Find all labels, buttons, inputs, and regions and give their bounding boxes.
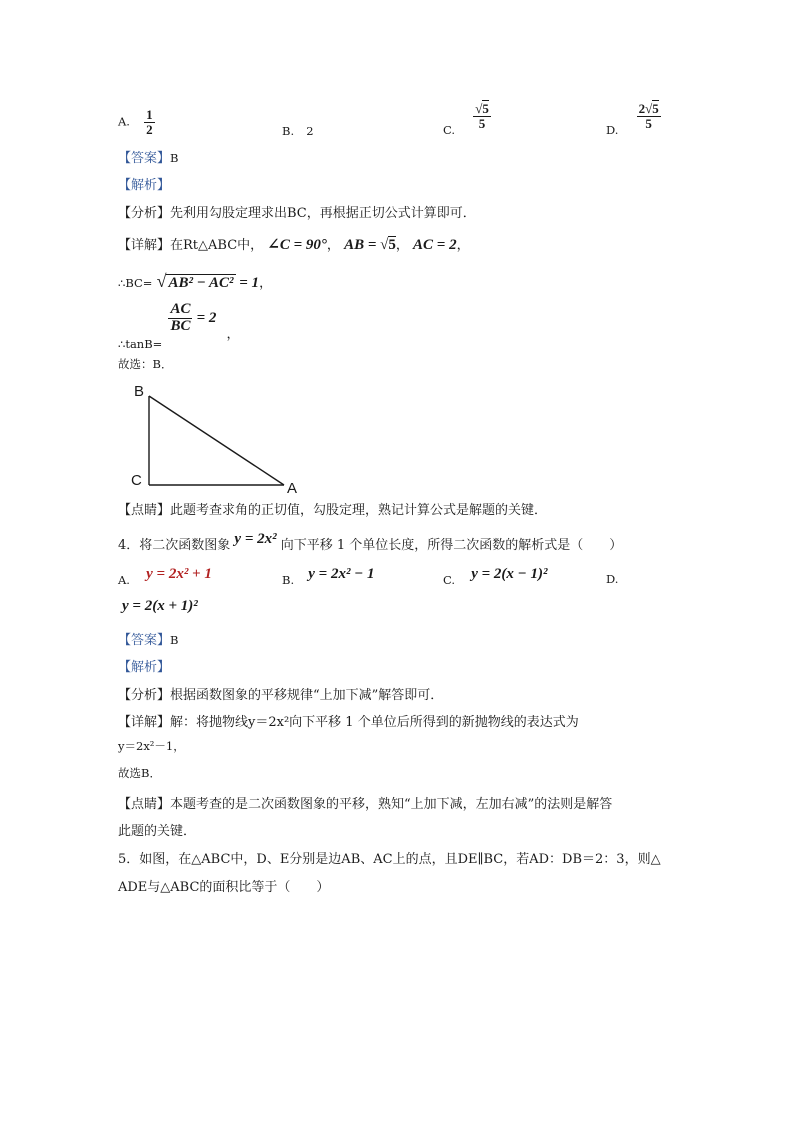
q4-option-d-letter: D. (606, 572, 619, 586)
q3-option-d: D. $\frac{2√5}{5}$ (606, 101, 659, 137)
math-ac: AC = 2 (413, 237, 457, 253)
q4-answer: 【答案】B (118, 633, 179, 648)
q4-detail: 【详解】解：将抛物线y＝2x²向下平移 1 个单位后所得到的新抛物线的表达式为 (118, 715, 579, 730)
sqrt-expression: √ AB² − AC² (156, 271, 234, 291)
math-function: y = 2x² (234, 531, 277, 547)
q5-stem-line2: ADE与△ABC的面积比等于（ ） (118, 880, 330, 895)
fraction: $\frac{1}{2}$ (146, 107, 153, 137)
q4-option-a: A. y = 2x² + 1 (118, 566, 212, 587)
q3-option-b: B. 2 (282, 124, 314, 138)
q3-tan-line: ∴tanB= $\frac{AC}{BC}$ = 2 ， (118, 301, 240, 351)
q3-bc-line: ∴BC= √ AB² − AC² = 1， (118, 271, 273, 291)
vertex-label-b: B (134, 383, 145, 400)
q4-fenxi: 【分析】根据函数图象的平移规律“上加下减”解答即可． (118, 688, 444, 703)
q4-option-b: B. y = 2x² − 1 (282, 566, 375, 587)
q3-option-a: A. $\frac{1}{2}$ (118, 107, 153, 137)
q4-stem: 4．将二次函数图象 y = 2x² 向下平移 1 个单位长度，所得二次函数的解析式是（ ） (118, 531, 623, 553)
fraction: $\frac{√5}{5}$ (475, 101, 489, 131)
q3-option-c: C. $\frac{√5}{5}$ (443, 101, 489, 137)
q4-comment: 【点睛】本题考查的是二次函数图象的平移，熟知“上加下减，左加右减”的法则是解答 (118, 797, 613, 812)
triangle-figure (128, 380, 328, 500)
q4-option-d-expr: y = 2(x + 1)² (122, 598, 198, 614)
q3-detail: 【详解】在Rt△ABC中， ∠C = 90°， AB = √5， AC = 2， (118, 237, 470, 253)
edge-ab (149, 396, 284, 485)
math-ab: AB = √5 (344, 237, 396, 253)
vertex-label-a: A (287, 480, 298, 497)
vertex-label-c: C (131, 472, 142, 489)
q3-fenxi: 【分析】先利用勾股定理求出BC，再根据正切公式计算即可． (118, 206, 476, 221)
q4-option-c: C. y = 2(x − 1)² (443, 566, 548, 587)
fraction: $\frac{2√5}{5}$ (638, 101, 659, 131)
fraction-ac-over-bc: $\frac{AC}{BC}$ (170, 301, 191, 334)
q4-detail-result: y＝2x²－1， (118, 739, 185, 753)
math-angle-c: ∠C = 90° (267, 237, 327, 253)
q3-answer: 【答案】B (118, 151, 179, 166)
q5-stem-line1: 5．如图，在△ABC中，D、E分别是边AB、AC上的点，且DE∥BC，若AD：DB＝2：3，则△ (118, 852, 661, 867)
q3-analysis-heading: 【解析】 (118, 178, 171, 193)
q4-comment-cont: 此题的关键． (118, 824, 197, 839)
q3-choose: 故选：B． (118, 357, 173, 371)
q3-comment: 【点睛】此题考查求角的正切值，勾股定理，熟记计算公式是解题的关键． (118, 503, 548, 518)
q4-analysis-heading: 【解析】 (118, 660, 171, 675)
q4-choose: 故选B． (118, 766, 161, 780)
